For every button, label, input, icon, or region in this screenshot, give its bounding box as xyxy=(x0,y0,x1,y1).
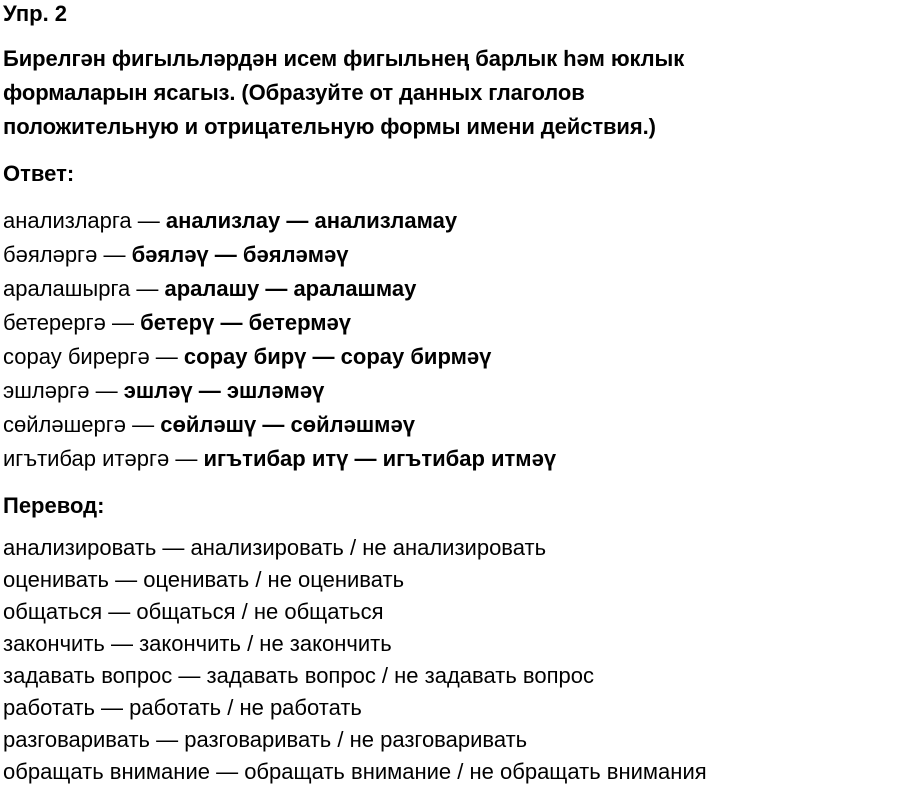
dash: — xyxy=(149,344,184,369)
answer-item xyxy=(3,204,897,238)
source-verb: бетерергә xyxy=(3,310,106,335)
source-verb: игътибар итәргә xyxy=(3,446,170,471)
dash: — xyxy=(169,446,204,471)
source-verb: сорау бирергә xyxy=(3,344,150,369)
dash: — xyxy=(125,412,161,437)
negative-form: бетермәү xyxy=(248,310,352,335)
negative-form: сөйләшмәү xyxy=(290,412,415,437)
positive-form: сорау бирү xyxy=(183,344,307,369)
answer-item xyxy=(3,374,897,408)
positive-form: аралашу xyxy=(164,276,260,301)
source-verb: бәяләргә xyxy=(3,242,98,267)
separator: — xyxy=(348,446,383,471)
positive-form: игътибар итү xyxy=(203,446,349,471)
source-verb: аралашырга xyxy=(3,276,131,301)
separator: — xyxy=(306,344,341,369)
positive-form: бәяләү xyxy=(131,242,209,267)
task-line: Бирелгән фигыльләрдән исем фигыльнең барлык һәм юклык xyxy=(3,46,685,71)
source-verb: эшләргә xyxy=(3,378,90,403)
positive-form: сөйләшү xyxy=(160,412,257,437)
source-verb: анализларга xyxy=(3,208,132,233)
translation-item: задавать вопрос — задавать вопрос / не задавать вопрос xyxy=(3,663,594,688)
negative-form: игътибар итмәү xyxy=(382,446,557,471)
dash: — xyxy=(130,276,165,301)
task-instructions xyxy=(3,42,897,144)
translation-item: разговаривать — разговаривать / не разговаривать xyxy=(3,727,528,752)
translation-item: анализировать — анализировать / не анализировать xyxy=(3,535,547,560)
translation-item: общаться — общаться / не общаться xyxy=(3,599,384,624)
positive-form: бетерү xyxy=(140,310,215,335)
separator: — xyxy=(214,310,249,335)
dash: — xyxy=(105,310,141,335)
separator: — xyxy=(192,378,227,403)
translation-item: закончить — закончить / не закончить xyxy=(3,631,392,656)
translation-list xyxy=(3,532,897,788)
task-line: формаларын ясагыз. (Образуйте от данных глаголов xyxy=(3,80,585,105)
answer-heading: Ответ: xyxy=(3,161,75,186)
positive-form: анализлау xyxy=(165,208,281,233)
answer-item xyxy=(3,272,897,306)
separator: — xyxy=(259,276,294,301)
answer-item xyxy=(3,442,897,476)
answer-item xyxy=(3,408,897,442)
positive-form: эшләү xyxy=(123,378,193,403)
answer-item xyxy=(3,306,897,340)
separator: — xyxy=(280,208,315,233)
translation-heading: Перевод: xyxy=(3,493,105,518)
negative-form: анализламау xyxy=(314,208,458,233)
answer-list xyxy=(3,204,897,476)
answer-item xyxy=(3,340,897,374)
separator: — xyxy=(256,412,291,437)
negative-form: аралашмау xyxy=(293,276,417,301)
source-verb: сөйләшергә xyxy=(3,412,126,437)
translation-item: оценивать — оценивать / не оценивать xyxy=(3,567,405,592)
dash: — xyxy=(131,208,166,233)
separator: — xyxy=(208,242,243,267)
negative-form: эшләмәү xyxy=(226,378,325,403)
negative-form: бәяләмәү xyxy=(242,242,349,267)
answer-item xyxy=(3,238,897,272)
dash: — xyxy=(97,242,132,267)
dash: — xyxy=(89,378,124,403)
task-line: положительную и отрицательную формы имени действия.) xyxy=(3,114,656,139)
translation-item: работать — работать / не работать xyxy=(3,695,362,720)
negative-form: сорау бирмәү xyxy=(340,344,492,369)
translation-item: обращать внимание — обращать внимание / не обращать внимания xyxy=(3,759,707,784)
exercise-title: Упр. 2 xyxy=(3,1,68,26)
